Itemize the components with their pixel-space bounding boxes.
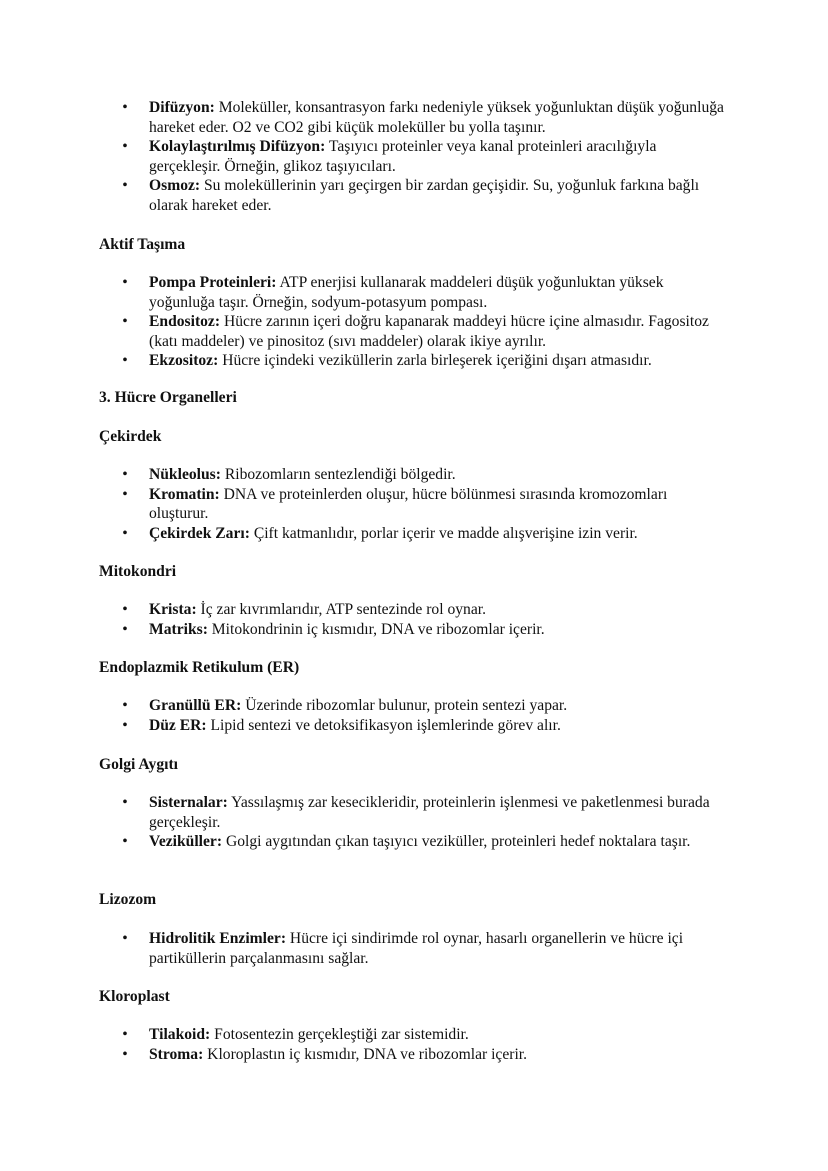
bullet: •	[122, 716, 128, 734]
item-text: DNA ve proteinlerden oluşur, hücre bölünmesi sırasında kromozomları oluşturur.	[149, 485, 668, 522]
item-term: Pompa Proteinleri:	[149, 274, 277, 291]
item-text: Mitokondrinin iç kısmıdır, DNA ve ribozomlar içerir.	[207, 620, 545, 638]
section-heading-chloroplast: Kloroplast	[99, 988, 170, 1005]
item-text: Su moleküllerinin yarı geçirgen bir zardan geçişidir. Su, yoğunluk farkına bağlı olarak hareket eder.	[149, 177, 700, 214]
item-text: Fotosentezin gerçekleştiği zar sistemidir.	[210, 1026, 469, 1043]
item-text: Çift katmanlıdır, porlar içerir ve madde alışverişine izin verir.	[249, 524, 638, 542]
item-term: Hidrolitik Enzimler:	[149, 930, 287, 947]
item-term: Sisternalar:	[149, 794, 228, 811]
list-item	[0, 98, 729, 137]
bullet: •	[122, 177, 128, 194]
list-item	[0, 273, 729, 312]
list-item	[0, 1045, 729, 1065]
item-text: ATP enerjisi kullanarak maddeleri düşük yoğunluktan yüksek yoğunluğa taşır. Örneğin, sodyum-potasyum pompası.	[149, 274, 664, 311]
list-item	[0, 832, 729, 852]
bullet: •	[122, 274, 128, 291]
list-item	[0, 485, 729, 524]
item-term: Granüllü ER:	[149, 697, 242, 714]
item-text: İç zar kıvrımlarıdır, ATP sentezinde rol oynar.	[196, 601, 486, 618]
bullet: •	[122, 313, 128, 330]
section-heading-nucleus: Çekirdek	[99, 428, 162, 445]
list-item	[0, 524, 729, 544]
bullet: •	[122, 1026, 128, 1043]
list-item	[0, 716, 729, 736]
bullet: •	[122, 1045, 128, 1063]
item-term: Tilakoid:	[149, 1026, 211, 1043]
list-item	[0, 351, 729, 371]
bullet: •	[122, 524, 128, 542]
item-text: Lipid sentezi ve detoksifikasyon işlemlerinde görev alır.	[206, 716, 561, 734]
item-text: Kloroplastın iç kısmıdır, DNA ve ribozomlar içerir.	[203, 1045, 528, 1063]
bullet: •	[122, 930, 128, 947]
item-text: Yassılaşmış zar kesecikleridir, proteinlerin işlenmesi ve paketlenmesi burada gerçekleşir.	[149, 794, 710, 831]
item-term: Nükleolus:	[149, 466, 221, 483]
item-term: Krista:	[149, 601, 197, 618]
chloroplast-list	[0, 1025, 729, 1064]
item-text: Hücre içi sindirimde rol oynar, hasarlı organellerin ve hücre içi partiküllerin parçalanmasını sağlar.	[149, 930, 684, 967]
list-item	[0, 929, 749, 968]
list-item	[0, 1025, 729, 1045]
item-term: Çekirdek Zarı:	[149, 524, 250, 542]
item-term: Veziküller:	[149, 833, 223, 850]
item-term: Düz ER:	[149, 716, 207, 734]
item-text: Ribozomların sentezlendiği bölgedir.	[220, 466, 456, 483]
golgi-list	[0, 793, 729, 852]
section-heading-active-transport: Aktif Taşıma	[99, 236, 186, 253]
item-term: Kromatin:	[149, 485, 220, 503]
bullet: •	[122, 138, 128, 155]
list-item	[0, 312, 729, 351]
er-list	[0, 696, 729, 735]
item-term: Stroma:	[149, 1045, 204, 1063]
bullet: •	[122, 620, 128, 638]
section-heading-er: Endoplazmik Retikulum (ER)	[99, 659, 300, 676]
bullet: •	[122, 601, 128, 618]
passive-transport-list	[0, 98, 729, 215]
list-item	[0, 600, 729, 620]
item-term: Matriks:	[149, 620, 208, 638]
section-heading-organelles: 3. Hücre Organelleri	[99, 389, 237, 406]
item-term: Difüzyon:	[149, 99, 215, 116]
bullet: •	[122, 794, 128, 811]
lysosome-list	[0, 929, 749, 968]
item-term: Kolaylaştırılmış Difüzyon:	[149, 138, 326, 155]
item-text: Moleküller, konsantrasyon farkı nedeniyle yüksek yoğunluktan düşük yoğunluğa hareket eder. O2 ve CO2 gibi küçük moleküller bu yolla taşınır.	[149, 99, 724, 136]
item-text: Hücre zarının içeri doğru kapanarak maddeyi hücre içine almasıdır. Fagositoz (katı maddeler) ve pinositoz (sıvı maddeler) olarak ikiye ayrılır.	[149, 313, 709, 350]
item-text: Golgi aygıtından çıkan taşıyıcı veziküller, proteinleri hedef noktalara taşır.	[222, 833, 691, 850]
section-heading-lysosome: Lizozom	[99, 891, 157, 908]
item-text: Hücre içindeki veziküllerin zarla birleşerek içeriğini dışarı atmasıdır.	[218, 352, 652, 369]
item-term: Osmoz:	[149, 177, 201, 194]
list-item	[0, 696, 729, 716]
nucleus-list	[0, 465, 729, 543]
bullet: •	[122, 697, 128, 714]
section-heading-golgi: Golgi Aygıtı	[99, 756, 178, 773]
item-term: Endositoz:	[149, 313, 221, 330]
item-text: Üzerinde ribozomlar bulunur, protein sentezi yapar.	[241, 697, 568, 714]
bullet: •	[122, 466, 128, 483]
bullet: •	[122, 485, 128, 503]
bullet: •	[122, 352, 128, 369]
item-text: Taşıyıcı proteinler veya kanal proteinleri aracılığıyla gerçekleşir. Örneğin, glikoz taşıyıcıları.	[149, 138, 657, 175]
section-heading-mitochondria: Mitokondri	[99, 563, 177, 580]
list-item	[0, 137, 729, 176]
list-item	[0, 620, 729, 640]
list-item	[0, 176, 729, 215]
list-item	[0, 465, 729, 485]
bullet: •	[122, 99, 128, 116]
list-item	[0, 793, 729, 832]
mitochondria-list	[0, 600, 729, 639]
item-term: Ekzositoz:	[149, 352, 219, 369]
bullet: •	[122, 833, 128, 850]
active-transport-list	[0, 273, 729, 371]
